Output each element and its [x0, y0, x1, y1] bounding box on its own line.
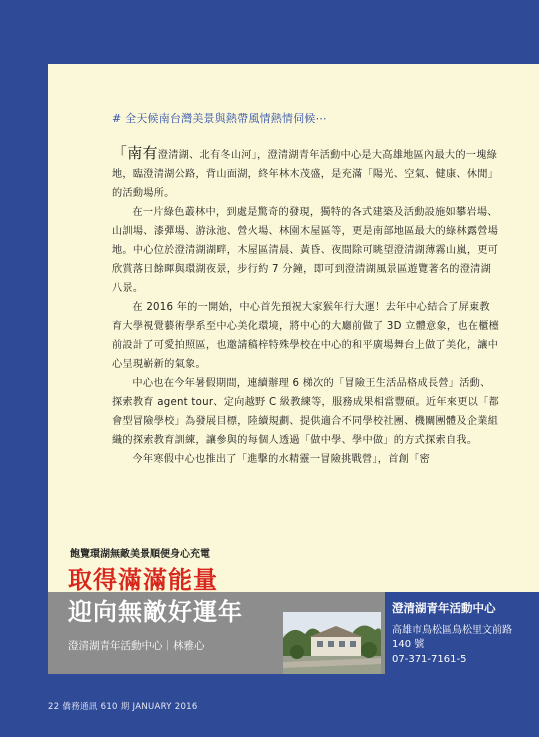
- paragraph-1: [112, 144, 500, 203]
- page-footer: 22 僑務通訊 610 期 JANUARY 2016: [48, 702, 198, 712]
- article-body: [112, 144, 500, 469]
- feature-title-line-2: 迎向無敵好運年: [68, 597, 243, 626]
- feature-kicker: 飽覽環湖無敵美景順便身心充電: [70, 549, 210, 560]
- dropcap: 「南有: [112, 144, 158, 162]
- paragraph-4: 中心也在今年暑假期間，連續辦理 6 梯次的「冒險王生活品格成長營」活動、探索教育 agent tour、定向越野 C 級教練等，服務成果相當豐碩。近年來更以「都會型冒險學校」為發展目標，陸續規劃、提供適合不同學校社團、機關團體及企業組織的探索教育訓練，讓參與的每個人透過「做中學、學中做」的方式探索自我。: [112, 378, 499, 446]
- info-name: 澄清湖青年活動中心: [392, 601, 496, 615]
- feature-author: 澄清湖青年活動中心｜林雅心: [68, 640, 205, 652]
- paragraph-1-text: 澄清湖、北有冬山河」，澄清湖青年活動中心是大高雄地區內最大的一塊綠地，臨澄清湖公路，背山面湖，終年林木茂盛，是充滿「陽光、空氣、健康、休閒」的活動場所。: [112, 150, 499, 199]
- paragraph-2: 在一片綠色叢林中，到處是驚奇的發現，獨特的各式建築及活動設施如攀岩場、山訓場、漆彈場、游泳池、營火場、林園木屋區等，更是南部地區最大的綠林露營場地。中心位於澄清湖湖畔，木屋區清晨、黃昏、夜間除可眺望澄清湖薄霧山嵐，更可欣賞落日餘暉與環湖夜景，步行約 7 分鐘，即可到澄清湖風景區遊覽著名的澄清湖八景。: [112, 207, 499, 294]
- article-subtitle: # 全天候南台灣美景與熱帶風情熱情伺候⋯: [112, 112, 327, 125]
- paragraph-3: 在 2016 年的一開始，中心首先預祝大家猴年行大運！去年中心結合了屏東教育大學視覺藝術學系至中心美化環境，將中心的大廳前做了 3D 立體意象，也在櫃檯前設計了可愛拍照區，也邀請稿梓特殊學校在中心的和平廣場舞台上做了美化，讓中心呈現嶄新的氣象。: [112, 302, 500, 370]
- paragraph-5: 今年寒假中心也推出了「進擊的水精靈一冒險挑戰營」，首創「密: [132, 454, 430, 465]
- feature-title-line-1: 取得滿滿能量: [68, 565, 218, 594]
- building-photo-illustration: [283, 612, 381, 674]
- building-photo: [283, 612, 381, 674]
- info-phone: 07-371-7161-5: [392, 654, 467, 665]
- info-address: 高雄市鳥松區鳥松里文前路 140 號: [392, 625, 512, 650]
